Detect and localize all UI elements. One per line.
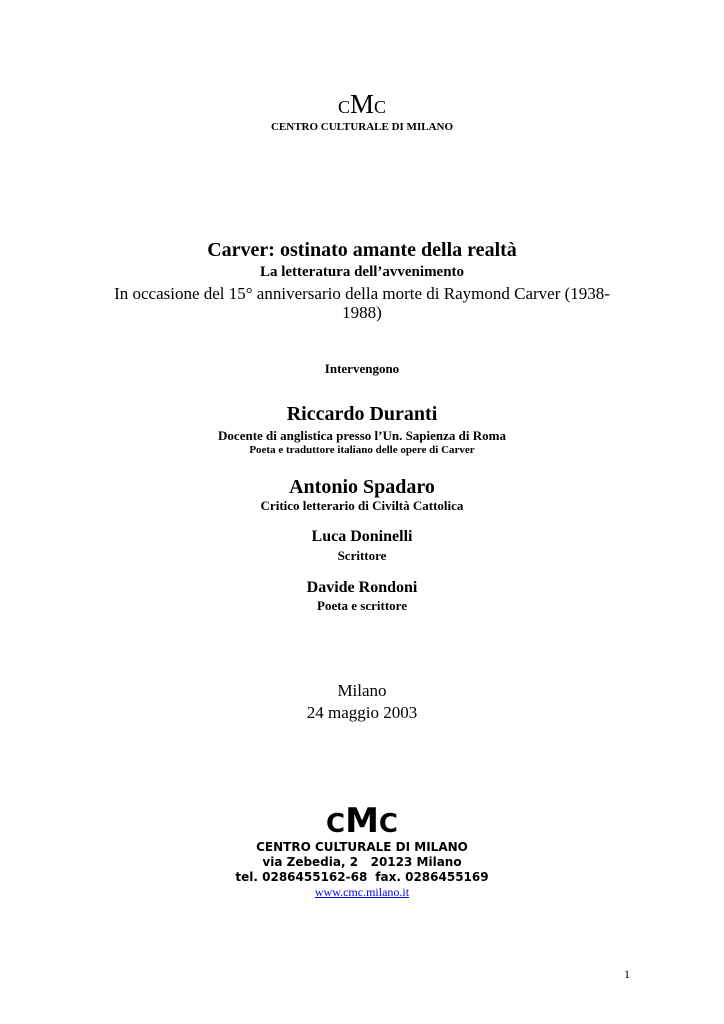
speaker-name: Riccardo Duranti <box>286 403 438 425</box>
logo-letter-m: M <box>345 801 379 841</box>
website-container <box>0 885 724 900</box>
logo-letter-c: C <box>378 809 399 839</box>
cmc-logo-top <box>0 86 724 125</box>
event-occasion: In occasione del 15° anniversario della morte di Raymond Carver (1938-1988) <box>114 284 610 322</box>
cmc-logo-bottom <box>0 800 724 845</box>
telephone: tel. 0286455162-68 <box>235 870 368 884</box>
org-name-bottom: CENTRO CULTURALE DI MILANO <box>256 840 468 854</box>
speaker-role: Critico letterario di Civiltà Cattolica <box>260 498 464 513</box>
logo-letter-c: C <box>337 97 350 117</box>
speakers-heading: Intervengono <box>324 361 400 376</box>
logo-letter-c: C <box>325 809 346 839</box>
event-subtitle: La letteratura dell’avvenimento <box>259 264 465 280</box>
speaker-name: Antonio Spadaro <box>289 476 435 498</box>
event-title: Carver: ostinato amante della realtà <box>207 239 517 261</box>
speaker-name: Luca Doninelli <box>311 528 413 545</box>
speaker-role: Scrittore <box>337 548 387 563</box>
page-number: 1 <box>624 967 630 981</box>
org-contacts <box>0 870 724 884</box>
org-address: via Zebedia, 2 20123 Milano <box>262 855 462 869</box>
speaker-role: Docente di anglistica presso l’Un. Sapienza di Roma <box>218 428 506 443</box>
speaker-role: Poeta e scrittore <box>317 598 407 613</box>
org-name-top: CENTRO CULTURALE DI MILANO <box>270 121 454 133</box>
logo-letter-m: M <box>349 89 374 119</box>
speaker-name: Davide Rondoni <box>306 579 418 596</box>
speaker-role-secondary: Poeta e traduttore italiano delle opere di Carver <box>249 444 475 456</box>
event-city: Milano <box>337 681 387 700</box>
event-date: 24 maggio 2003 <box>306 703 418 722</box>
website-link[interactable]: www.cmc.milano.it <box>314 885 410 899</box>
logo-letter-c: C <box>374 97 387 117</box>
fax: fax. 0286455169 <box>375 870 489 884</box>
